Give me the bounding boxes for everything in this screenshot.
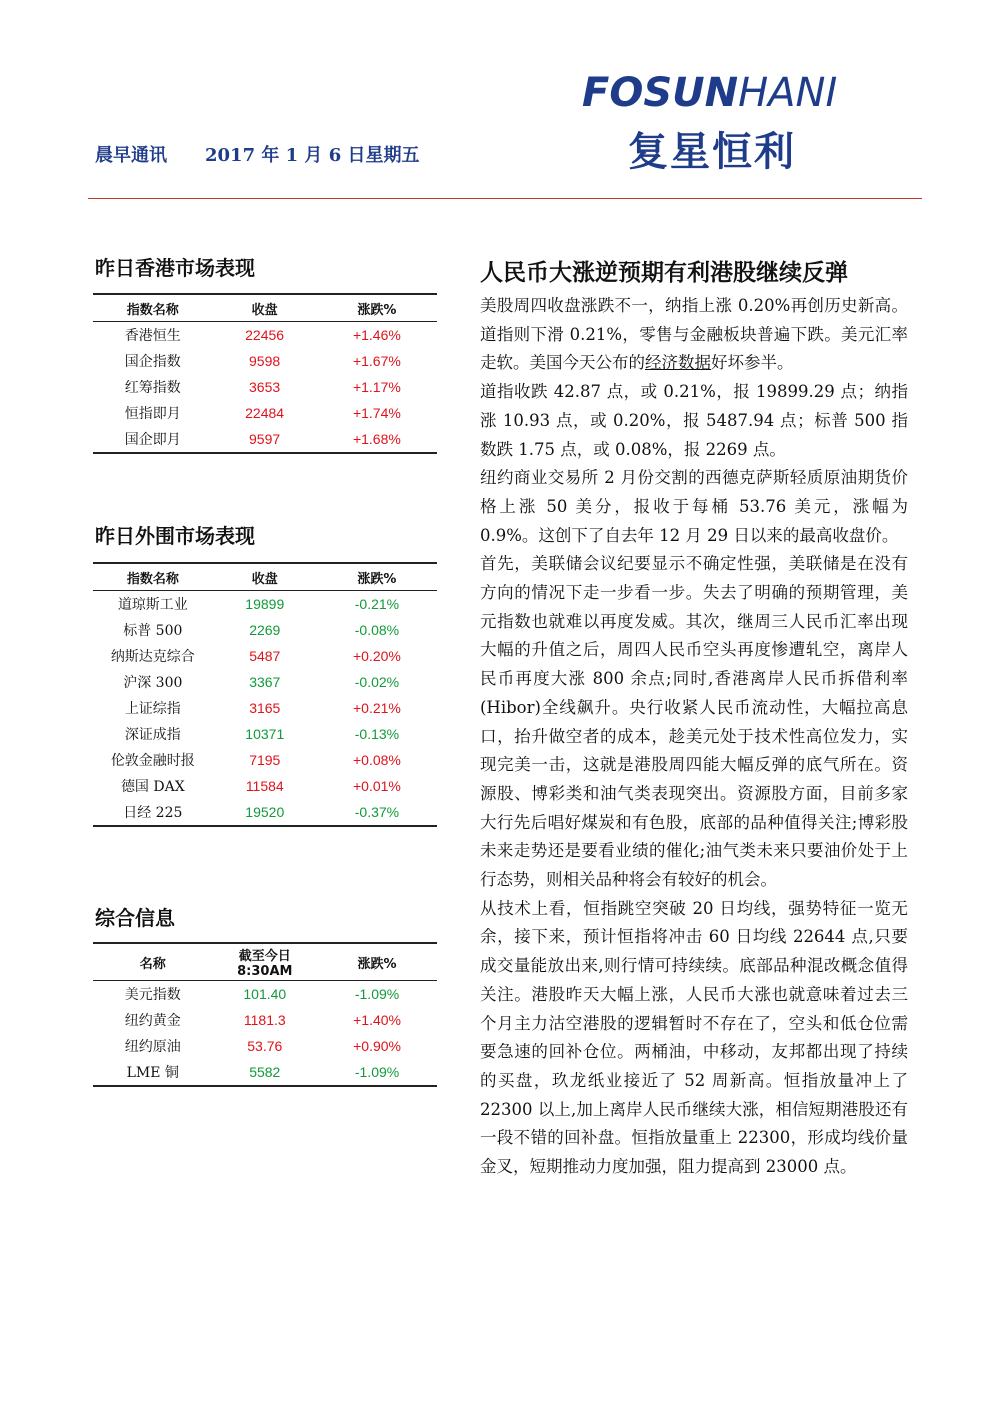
economic-data-link[interactable]: 经济数据 [645,353,711,373]
close-value: 3367 [249,674,281,690]
table-row [93,643,437,669]
index-name: 红筹指数 [124,380,181,396]
index-name: 上证综指 [124,701,181,717]
change-value: +0.90% [353,1038,401,1054]
change-value: +1.68% [317,426,437,453]
close-value: 5582 [212,1059,317,1086]
change-value: -0.02% [354,674,400,690]
table-row [93,400,437,426]
article-body [480,292,908,1182]
table-row [93,617,437,643]
change-value: +1.40% [353,1012,401,1028]
change-value: +1.46% [352,327,401,343]
article-title: 人民币大涨逆预期有利港股继续反弹 [480,259,848,286]
column-header: 名称 [93,943,212,981]
close-value: 5487 [249,648,281,664]
index-name: 伦敦金融时报 [110,753,195,769]
dateline [95,141,419,167]
table-row [93,1059,437,1086]
change-value: +0.20% [353,648,401,664]
index-name: 标普 500 [123,623,183,639]
index-name: 美元指数 [124,987,181,1003]
close-value: 9598 [249,353,281,369]
column-header: 涨跌% [317,294,437,322]
close-value: 22484 [245,405,285,421]
article-paragraph: 美股周四收盘涨跌不一，纳指上涨 0.20%再创历史新高。道指则下滑 0.21%，零售与金融板块普遍下跌。美元汇率走软。美国今天公布的经济数据好坏参半。 [480,296,908,373]
table-row [93,1007,437,1033]
index-name: 香港恒生 [124,328,181,344]
index-name: 国企指数 [124,354,181,370]
hk-market-title: 昨日香港市场表现 [95,256,255,280]
table-row [93,426,437,453]
table-row [93,695,437,721]
change-value: -0.08% [354,622,400,638]
index-name: 恒指即月 [124,406,181,422]
article-paragraph: 首先，美联储会议纪要显示不确定性强，美联储是在没有方向的情况下走一步看一步。失去了明确的预期管理，美元指数也就难以再度发威。其次，继周三人民币汇率出现大幅的升值之后，周四人民币空头再度惨遭轧空，离岸人民币再度大涨 800 余点;同时,香港离岸人民币拆借利率(Hibor)全线飙升。央行收紧人民币流动性，大幅拉高息口，抬升做空者的成本，趁美元处于技术性高位发力，实现完美一击，这就是港股周四能大幅反弹的底气所在。资源股、博彩类和油气类表现突出。资源股方面，目前多家大行先后唱好煤炭和有色股，底部的品种值得关注;博彩股未来走势还是要看业绩的催化;油气类未来只要油价处于上行态势，则相关品种将会有较好的机会。 [480,554,908,890]
close-value: 1181.3 [243,1012,286,1028]
close-value: 11584 [245,778,284,794]
close-value: 2269 [249,622,281,638]
column-header: 涨跌% [317,943,437,981]
index-name: 德国 DAX [120,779,185,795]
logo-wordmark: FOSUNHANI [582,70,838,116]
index-name: 纳斯达克综合 [110,649,195,665]
change-value: +0.21% [353,700,401,716]
change-value: +1.67% [352,353,401,369]
close-value: 10371 [245,726,285,742]
info-title: 综合信息 [95,906,175,930]
change-value: -0.37% [317,799,437,826]
column-header: 指数名称 [93,294,212,322]
table-row [93,669,437,695]
close-value: 3653 [249,379,281,395]
table-row [93,773,437,799]
change-value: +1.74% [352,405,401,421]
index-name: 纽约原油 [124,1039,181,1055]
close-value: 3165 [249,700,281,716]
hk-market-table [93,293,437,454]
index-name: 纽约黄金 [124,1013,181,1029]
column-header: 收盘 [213,563,317,591]
close-value: 19520 [213,799,317,826]
issue-date: 2017 年 1 月 6 日星期五 [205,145,420,166]
table-row [93,747,437,773]
table-row [93,374,437,400]
global-market-title: 昨日外围市场表现 [95,524,255,548]
index-name: 日经 225 [93,799,213,826]
logo-chinese: 复星恒利 [628,129,796,175]
change-value: -0.13% [354,726,400,742]
close-value: 7195 [249,752,281,768]
table-row [93,1033,437,1059]
close-value: 19899 [245,596,285,612]
article-paragraph: 道指收跌 42.87 点，或 0.21%，报 19899.29 点；纳指涨 10.93 点，或 0.20%，报 5487.94 点；标普 500 指数跌 1.75 点，或 0.08%，报 2269 点。 [480,382,908,459]
close-value: 53.76 [247,1038,283,1054]
column-header: 涨跌% [317,563,437,591]
global-market-table [93,562,437,827]
change-value: +0.01% [353,778,401,794]
change-value: -1.09% [317,1059,437,1086]
index-name: 国企即月 [93,426,212,453]
close-value: 101.40 [243,986,287,1002]
table-row [93,348,437,374]
column-header: 收盘 [212,294,316,322]
index-name: LME 铜 [93,1059,212,1086]
close-value: 22456 [245,327,285,343]
article-paragraph: 纽约商业交易所 2 月份交割的西德克萨斯轻质原油期货价格上涨 50 美分，报收于每桶 53.76 美元，涨幅为 0.9%。这创下了自去年 12 月 29 日以来的最高收盘价。 [480,468,908,545]
index-name: 沪深 300 [123,675,183,691]
index-name: 道琼斯工业 [117,597,188,613]
info-table [93,942,437,1087]
article-paragraph: 从技术上看，恒指跳空突破 20 日均线，强势特征一览无余，接下来，预计恒指将冲击 60 日均线 22644 点,只要成交量能放出来,则行情可持续续。底部品种混改概念值得关注。港股昨天大幅上涨，人民币大涨也就意味着过去三个月主力沽空港股的逻辑暂时不存在了，空头和低仓位需要急速的回补仓位。两桶油，中移动，友邦都出现了持续的买盘，玖龙纸业接近了 52 周新高。恒指放量冲上了 22300 以上,加上离岸人民币继续大涨，相信短期港股还有一段不错的回补盘。恒指放量重上 22300，形成均线价量金叉，短期推动力度加强，阻力提高到 23000 点。 [480,898,908,1177]
fosun-hani-logo [582,70,882,175]
column-header: 指数名称 [93,563,213,591]
change-value: -0.21% [354,596,400,612]
newsletter-name: 晨早通讯 [95,145,167,166]
header-divider [88,198,922,199]
change-value: +0.08% [353,752,401,768]
table-row [93,591,437,618]
change-value: +1.17% [352,379,401,395]
table-row [93,981,437,1008]
column-header: 截至今日 8:30AM [212,943,317,981]
table-row [93,799,437,826]
index-name: 深证成指 [124,727,181,743]
close-value: 9597 [212,426,316,453]
change-value: -1.09% [354,986,400,1002]
table-row [93,322,437,349]
table-row [93,721,437,747]
